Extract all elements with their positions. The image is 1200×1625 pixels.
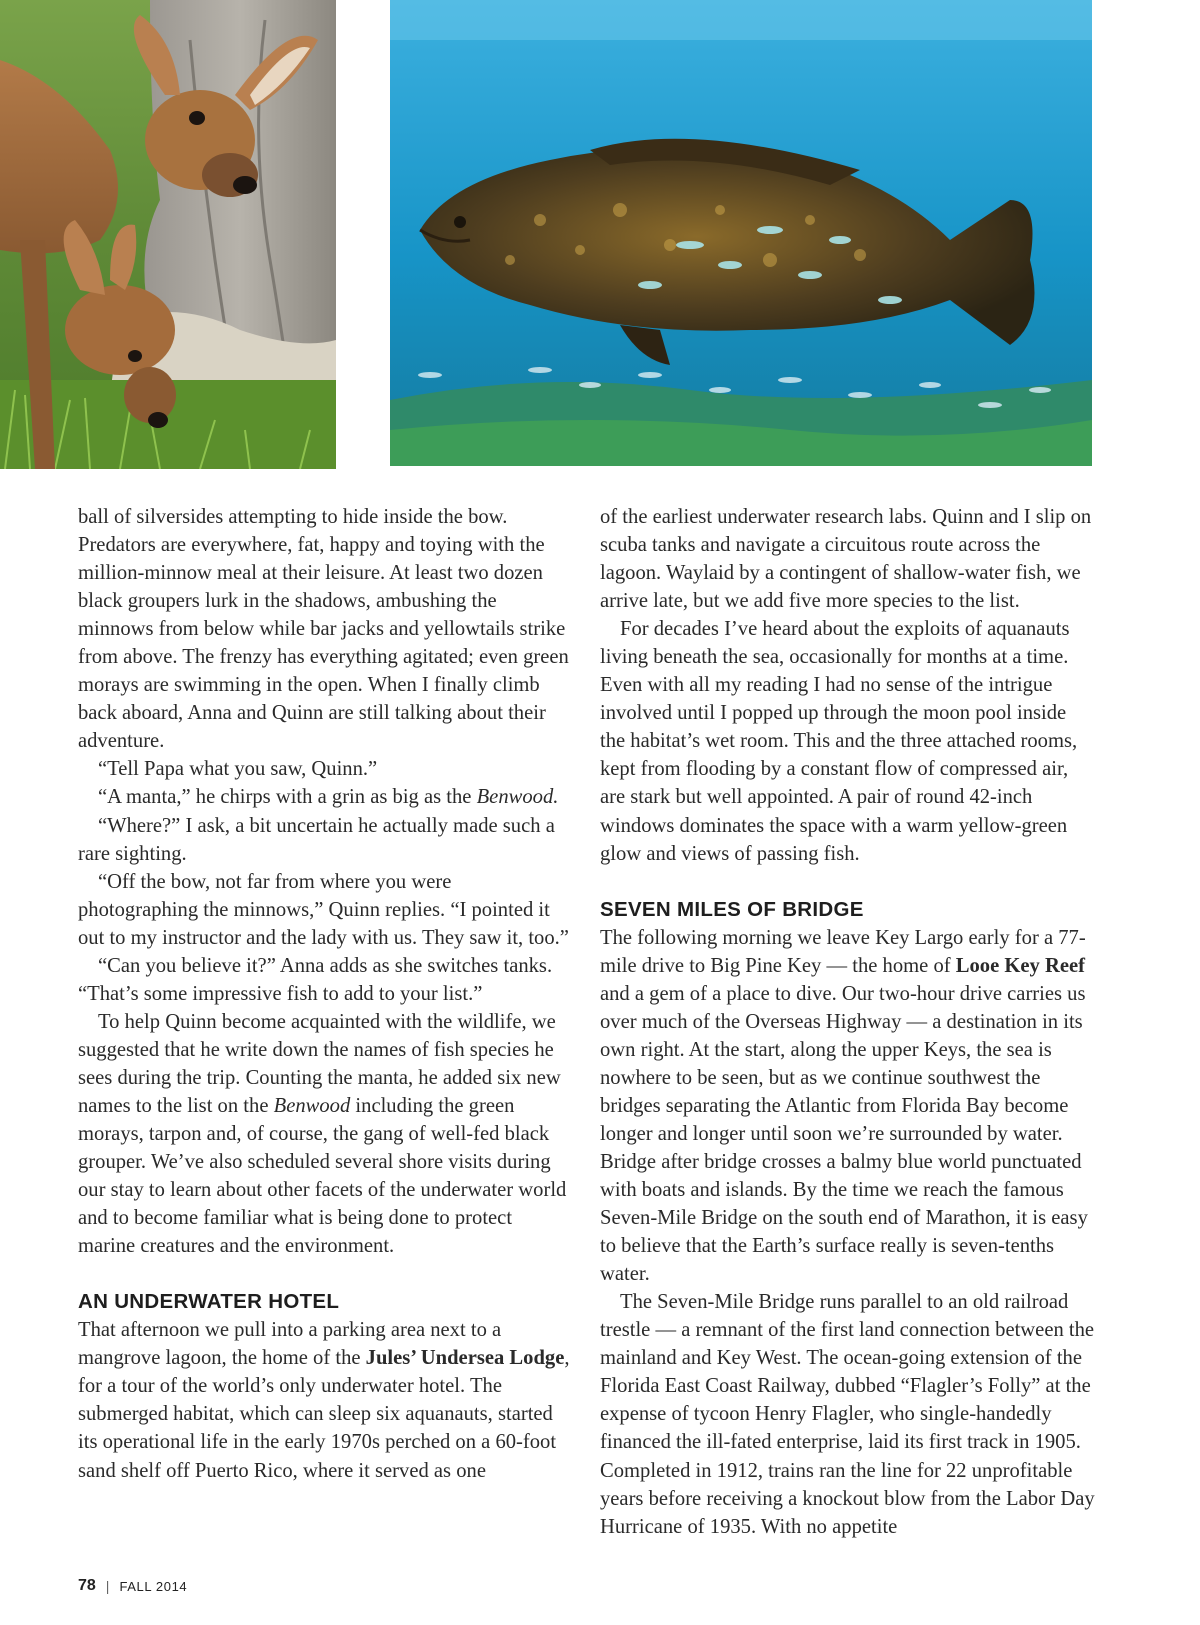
body-paragraph: “Off the bow, not far from where you were photographing the minnows,” Quinn replies. “I pointed it out to my instructor and the lady with us. They saw it, too.” [78,870,569,949]
body-paragraph: “Can you believe it?” Anna adds as she switches tanks. “That’s some impressive fish to add to your list.” [78,954,553,1005]
article-column-right [600,503,1095,1541]
body-paragraph: of the earliest underwater research labs. Quinn and I slip on scuba tanks and navigate a circuitous route across the lagoon. Waylaid by a contingent of shallow-water fish, we arrive late, but we add five more species to the list. [600,506,1092,613]
article-column-left [78,503,574,1485]
body-paragraph: That afternoon we pull into a parking area next to a mangrove lagoon, the home of the Jules’ Undersea Lodge, for a tour of the world’s only underwater hotel. The submerged habitat, which can sleep six aquanauts, started its operational life in the early 1970s perched on a 60-foot sand shelf off Puerto Rico, where it served as one [78,1319,570,1482]
body-paragraph: The following morning we leave Key Largo early for a 77-mile drive to Big Pine Key — the home of Looe Key Reef and a gem of a place to dive. Our two-hour drive carries us over much of the Overseas Highway — a destination in its own right. At the start, along the upper Keys, the sea is nowhere to be seen, but as we continue southwest the bridges separating the Atlantic from Florida Bay become longer and longer until soon we’re surrounded by water. Bridge after bridge crosses a balmy blue world punctuated with boats and islands. By the time we reach the famous Seven-Mile Bridge on the south end of Marathon, it is easy to believe that the Earth’s surface really is seven-tenths water. [600,926,1088,1286]
body-paragraph: ball of silversides attempting to hide inside the bow. Predators are everywhere, fat, happy and toying with the million-minnow meal at their leisure. At least two dozen black groupers lurk in the shadows, ambushing the minnows from below while bar jacks and yellowtails strike from above. The frenzy has everything agitated; even green morays are swimming in the open. When I finally climb back aboard, Anna and Quinn are still talking about their adventure. [78,506,569,753]
body-paragraph: “Tell Papa what you saw, Quinn.” [98,758,378,781]
deer-photo [0,0,336,469]
page-number: 78 [78,1577,96,1594]
body-paragraph: For decades I’ve heard about the exploits of aquanauts living beneath the sea, occasionally for months at a time. Even with all my reading I had no sense of the intrigue involved until I popped up through the moon pool inside the habitat’s wet room. This and the three attached rooms, kept from flooding by a constant flow of compressed air, are stark but well appointed. A pair of round 42-inch windows dominates the space with a warm yellow-green glow and views of passing fish. [600,618,1078,865]
section-heading: AN UNDERWATER HOTEL [78,1290,340,1314]
key-deer-image [0,0,336,469]
body-paragraph: The Seven-Mile Bridge runs parallel to an old railroad trestle — a remnant of the first land connection between the mainland and Key West. The ocean-going extension of the Florida East Coast Railway, dubbed “Flagler’s Folly” at the expense of tycoon Henry Flagler, who single-handedly financed the ill-fated enterprise, laid its first track in 1905. Completed in 1912, trains ran the line for 22 unprofitable years before receiving a knockout blow from the Labor Day Hurricane of 1935. With no appetite [600,1291,1095,1538]
issue-label: FALL 2014 [119,1578,188,1594]
footer-separator: | [105,1578,110,1594]
goliath-grouper-image [390,0,1092,466]
body-paragraph: “A manta,” he chirps with a grin as big as the Benwood. [98,786,559,809]
body-paragraph: “Where?” I ask, a bit uncertain he actually made such a rare sighting. [78,814,555,865]
grouper-photo [390,0,1092,466]
body-paragraph: To help Quinn become acquainted with the wildlife, we suggested that he write down the names of fish species he sees during the trip. Counting the manta, he added six new names to the list on the Benwood including the green morays, tarpon and, of course, the gang of well-fed black grouper. We’ve also scheduled several shore visits during our stay to learn about other facets of the underwater world and to become familiar what is being done to protect marine creatures and the environment. [78,1010,567,1258]
page-footer [78,1577,187,1595]
section-heading: SEVEN MILES OF BRIDGE [600,897,864,921]
